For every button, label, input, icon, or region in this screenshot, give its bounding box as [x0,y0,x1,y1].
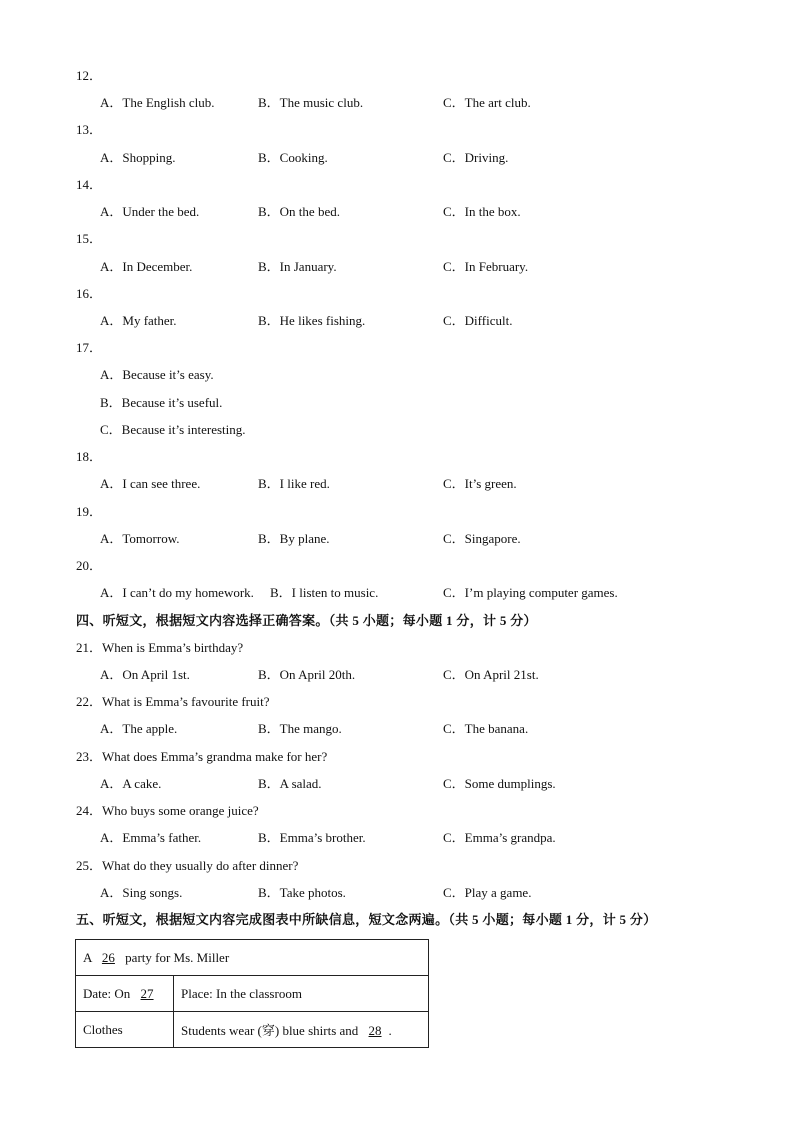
cell-text: party for Ms. Miller [121,949,230,965]
table-cell-place: Place: In the classroom [174,976,429,1012]
option-a: A．A cake. [100,776,162,791]
cell-text: A [83,949,95,965]
question-stem: 24．Who buys some orange juice? [76,803,259,818]
option-b: B．By plane. [258,531,330,546]
option-c: C．Because it’s interesting. [100,422,246,437]
question-stem: 23．What does Emma’s grandma make for her? [76,749,328,764]
question-number: 13． [76,122,103,137]
question-stem: 25．What do they usually do after dinner? [76,858,299,873]
question-number: 20． [76,558,103,573]
option-a: A．I can see three. [100,476,201,491]
option-a: A．Sing songs. [100,885,183,900]
table-cell-date [76,976,174,1012]
option-c: C．In February. [443,259,529,274]
option-b: B．Take photos. [258,885,346,900]
question-stem: 21．When is Emma’s birthday? [76,640,244,655]
cell-text: Date: On [83,985,134,1001]
question-stem: 22．What is Emma’s favourite fruit? [76,694,270,709]
option-a: A．In December. [100,259,193,274]
option-c: C．In the box. [443,204,521,219]
option-c: C．I’m playing computer games. [443,585,618,600]
option-c: C．Difficult. [443,313,513,328]
option-a: A．Tomorrow. [100,531,180,546]
option-b: B．The music club. [258,95,364,110]
question-number: 15． [76,231,103,246]
option-a: A．I can’t do my homework. [100,585,254,600]
question-number: 19． [76,504,103,519]
option-a: A．Shopping. [100,150,176,165]
option-c: C．Emma’s grandpa. [443,830,556,845]
table-row [76,1012,429,1048]
option-b: B．Emma’s brother. [258,830,366,845]
table-cell-title [76,940,429,976]
option-c: C．Driving. [443,150,509,165]
option-b: B．He likes fishing. [258,313,366,328]
table-row [76,940,429,976]
table-cell-clothes-label: Clothes [76,1012,174,1048]
option-a: A．My father. [100,313,177,328]
option-c: C．Singapore. [443,531,521,546]
blank-27: 27 [140,985,154,1001]
option-b: B．I like red. [258,476,330,491]
option-a: A．The apple. [100,721,178,736]
question-number: 14． [76,177,103,192]
info-table [75,939,429,1048]
blank-28: 28 [368,1023,382,1038]
cell-text: Students wear (穿) blue shirts and [181,1023,362,1038]
option-a: A．Under the bed. [100,204,200,219]
question-number: 16． [76,286,103,301]
option-c: C．Play a game. [443,885,532,900]
table-cell-clothes [174,1012,429,1048]
option-c: C．The art club. [443,95,531,110]
option-a: A．Emma’s father. [100,830,202,845]
option-a: A．Because it’s easy. [100,367,214,382]
question-number: 17． [76,340,103,355]
option-c: C．On April 21st. [443,667,539,682]
option-b: B．On April 20th. [258,667,356,682]
option-b: B．Because it’s useful. [100,395,223,410]
option-b: B．In January. [258,259,337,274]
blank-26: 26 [101,949,115,965]
option-b: B．A salad. [258,776,322,791]
table-row [76,976,429,1012]
option-b: B．Cooking. [258,150,328,165]
option-a: A．On April 1st. [100,667,190,682]
cell-text: . [388,1023,392,1038]
section-heading: 五、听短文，根据短文内容完成图表中所缺信息，短文念两遍。（共 5 小题；每小题 1 分，计 5 分） [76,912,657,927]
option-c: C．Some dumplings. [443,776,556,791]
option-b: B．On the bed. [258,204,340,219]
section-heading: 四、听短文，根据短文内容选择正确答案。（共 5 小题；每小题 1 分，计 5 分） [76,613,537,628]
question-number: 18． [76,449,103,464]
option-c: C．It’s green. [443,476,517,491]
question-number: 12． [76,68,103,83]
option-b: B．I listen to music. [270,585,379,600]
option-a: A．The English club. [100,95,215,110]
option-b: B．The mango. [258,721,342,736]
option-c: C．The banana. [443,721,529,736]
